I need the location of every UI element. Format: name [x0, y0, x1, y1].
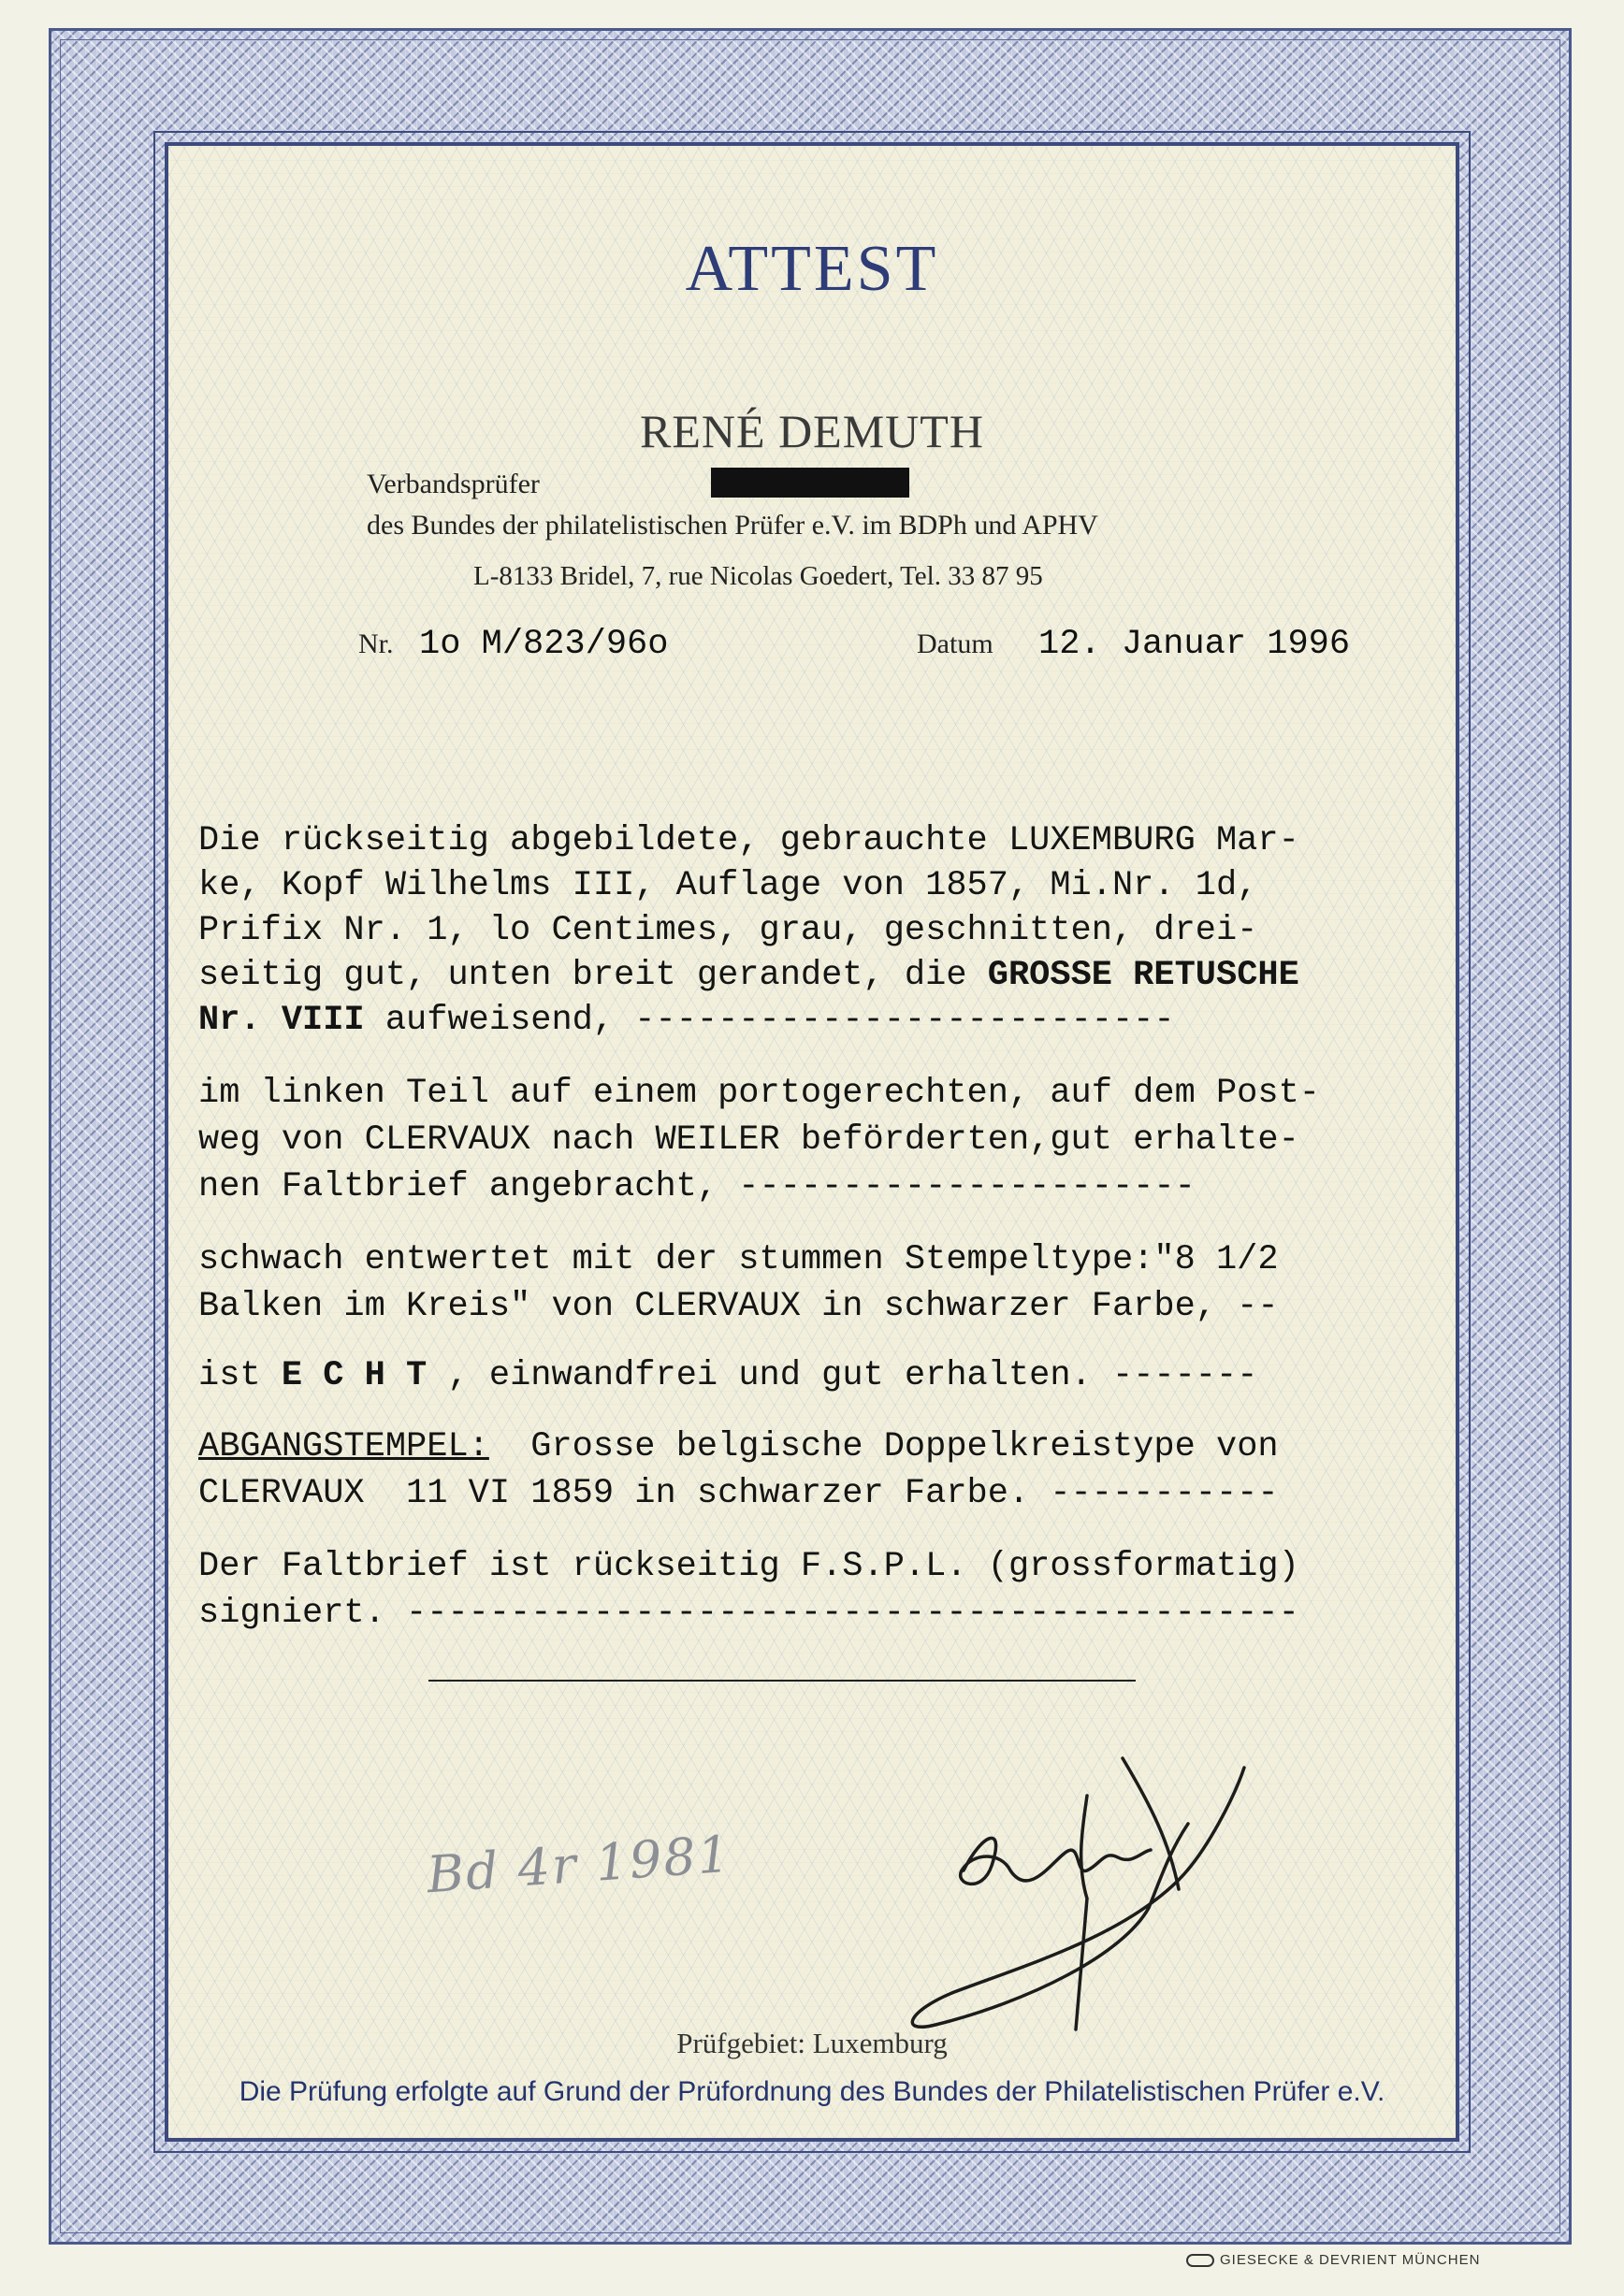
body-line: weg von CLERVAUX nach WEILER beförderten,gut erhalte-: [198, 1120, 1299, 1160]
pruefgebiet: Prüfgebiet: Luxemburg: [676, 2027, 948, 2059]
signature-line: [428, 1680, 1136, 1682]
body-line: CLERVAUX 11 VI 1859 in schwarzer Farbe. -----------: [198, 1474, 1279, 1513]
abgangstempel-label: ABGANGSTEMPEL:: [198, 1427, 489, 1466]
footer-note: Die Prüfung erfolgte auf Grund der Prüfordnung des Bundes der Philatelistischen Prüfer e.V.: [239, 2076, 1385, 2107]
printer-logo-icon: [1186, 2254, 1214, 2267]
printer-imprint: [1186, 2252, 1480, 2268]
body-line-text: seitig gut, unten breit gerandet, die: [198, 956, 988, 995]
printer-name: GIESECKE & DEVRIENT MÜNCHEN: [1220, 2252, 1481, 2268]
redaction-bar: [711, 468, 909, 498]
nr-value: 1o M/823/96o: [419, 625, 669, 664]
body-line-text: aufweisend, --------------------------: [364, 1001, 1175, 1040]
body-line: Der Faltbrief ist rückseitig F.S.P.L. (grossformatig): [198, 1547, 1299, 1586]
body-line: Balken im Kreis" von CLERVAUX in schwarzer Farbe, --: [198, 1287, 1279, 1326]
nr-label: Nr.: [358, 628, 394, 659]
retusche-number: Nr. VIII: [198, 1001, 365, 1040]
examiner-address: L-8133 Bridel, 7, rue Nicolas Goedert, Tel. 33 87 95: [473, 561, 1043, 591]
body-line: im linken Teil auf einem portogerechten, auf dem Post-: [198, 1074, 1320, 1113]
examiner-name: RENÉ DEMUTH: [640, 405, 984, 457]
body-line: [198, 999, 1175, 1042]
date-value: 12. Januar 1996: [1038, 625, 1351, 664]
body-line-text: ist: [198, 1356, 282, 1395]
body-line: signiert. -------------------------------------------: [198, 1594, 1299, 1633]
examiner-organization: des Bundes der philatelistischen Prüfer e.V. im BDPh und APHV: [367, 510, 1098, 541]
pencil-note: Bd 4r 1981: [425, 1824, 733, 1905]
signature: [842, 1693, 1291, 2048]
examiner-role: Verbandsprüfer: [367, 469, 540, 499]
body-line-text: Grosse belgische Doppelkreistype von: [488, 1427, 1279, 1466]
body-line: nen Faltbrief angebracht, ----------------------: [198, 1167, 1196, 1206]
body-line: [198, 954, 1299, 997]
body-line: Die rückseitig abgebildete, gebrauchte LUXEMBURG Mar-: [198, 821, 1299, 860]
body-line-text: , einwandfrei und gut erhalten. -------: [427, 1356, 1258, 1395]
body-line: schwach entwertet mit der stummen Stempeltype:"8 1/2: [198, 1240, 1279, 1279]
date-label: Datum: [917, 628, 993, 659]
body-line: [198, 1354, 1257, 1397]
retusche-emphasis: GROSSE RETUSCHE: [987, 956, 1299, 995]
echt-emphasis: E C H T: [281, 1356, 428, 1395]
body-line: ke, Kopf Wilhelms III, Auflage von 1857, Mi.Nr. 1d,: [198, 866, 1258, 905]
body-line: Prifix Nr. 1, lo Centimes, grau, geschnitten, drei-: [198, 911, 1258, 950]
certificate-title: ATTEST: [685, 233, 939, 305]
body-line: [198, 1425, 1279, 1468]
